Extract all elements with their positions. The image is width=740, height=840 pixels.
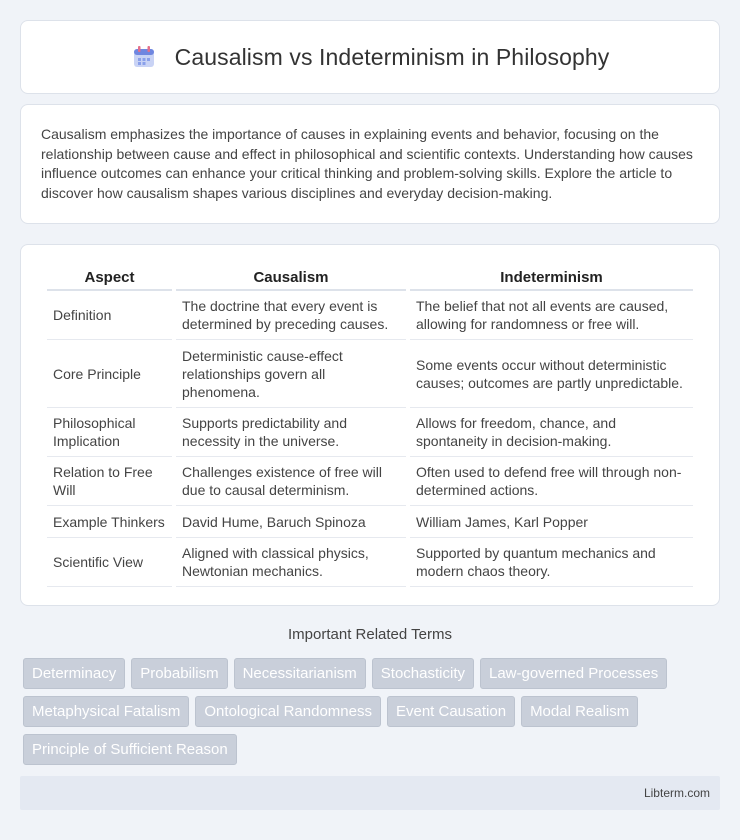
table-row bbox=[47, 340, 693, 408]
intro-text: Causalism emphasizes the importance of causes in explaining events and behavior, focusing on the relationship between cause and effect in philosophical and scientific contexts. Understanding how causes influence outcomes can enhance your critical thinking and problem-solving skills. Explore the article to discover how causalism shapes various disciplines and everyday decision-making. bbox=[41, 126, 693, 201]
cell-aspect: Relation to Free Will bbox=[47, 457, 172, 506]
header-causalism: Causalism bbox=[176, 265, 406, 291]
cell-aspect: Scientific View bbox=[47, 538, 172, 587]
table-row bbox=[47, 291, 693, 340]
intro-card bbox=[20, 104, 720, 224]
footer-site-link[interactable]: Libterm.com bbox=[643, 786, 710, 800]
term-tag[interactable]: Determinacy bbox=[23, 658, 125, 689]
cell-indeterminism: Some events occur without deterministic causes; outcomes are partly unpredictable. bbox=[410, 340, 693, 408]
cell-causalism: David Hume, Baruch Spinoza bbox=[176, 506, 406, 538]
term-tag[interactable]: Ontological Randomness bbox=[195, 696, 381, 727]
header-card bbox=[20, 20, 720, 94]
page-title: Causalism vs Indeterminism in Philosophy bbox=[174, 43, 610, 70]
table-row bbox=[47, 457, 693, 506]
term-tag[interactable]: Modal Realism bbox=[521, 696, 638, 727]
term-tag[interactable]: Event Causation bbox=[387, 696, 515, 727]
term-tag[interactable]: Law-governed Processes bbox=[480, 658, 667, 689]
cell-indeterminism: Often used to defend free will through non-determined actions. bbox=[410, 457, 693, 506]
table-header-row bbox=[47, 265, 693, 291]
table-row bbox=[47, 538, 693, 587]
cell-causalism: Deterministic cause-effect relationships govern all phenomena. bbox=[176, 340, 406, 408]
cell-aspect: Core Principle bbox=[47, 340, 172, 408]
footer bbox=[20, 776, 720, 810]
cell-aspect: Example Thinkers bbox=[47, 506, 172, 538]
term-tag[interactable]: Metaphysical Fatalism bbox=[23, 696, 189, 727]
header-indeterminism: Indeterminism bbox=[410, 265, 693, 291]
header-aspect: Aspect bbox=[47, 265, 172, 291]
cell-aspect: Definition bbox=[47, 291, 172, 340]
calendar-icon bbox=[131, 44, 157, 70]
comparison-table bbox=[43, 265, 697, 587]
table-row bbox=[47, 506, 693, 538]
cell-causalism: Aligned with classical physics, Newtonian mechanics. bbox=[176, 538, 406, 587]
term-tag[interactable]: Necessitarianism bbox=[234, 658, 366, 689]
term-tag[interactable]: Probabilism bbox=[131, 658, 227, 689]
related-terms-title: Important Related Terms bbox=[288, 626, 452, 643]
cell-aspect: Philosophical Implication bbox=[47, 408, 172, 457]
comparison-table-card bbox=[20, 244, 720, 606]
cell-indeterminism: Supported by quantum mechanics and modern chaos theory. bbox=[410, 538, 693, 587]
cell-indeterminism: William James, Karl Popper bbox=[410, 506, 693, 538]
term-tag[interactable]: Stochasticity bbox=[372, 658, 474, 689]
term-tag[interactable]: Principle of Sufficient Reason bbox=[23, 734, 237, 765]
related-terms-list bbox=[23, 658, 723, 765]
cell-causalism: The doctrine that every event is determined by preceding causes. bbox=[176, 291, 406, 340]
cell-indeterminism: The belief that not all events are caused, allowing for randomness or free will. bbox=[410, 291, 693, 340]
cell-indeterminism: Allows for freedom, chance, and spontaneity in decision-making. bbox=[410, 408, 693, 457]
cell-causalism: Challenges existence of free will due to causal determinism. bbox=[176, 457, 406, 506]
cell-causalism: Supports predictability and necessity in the universe. bbox=[176, 408, 406, 457]
table-row bbox=[47, 408, 693, 457]
